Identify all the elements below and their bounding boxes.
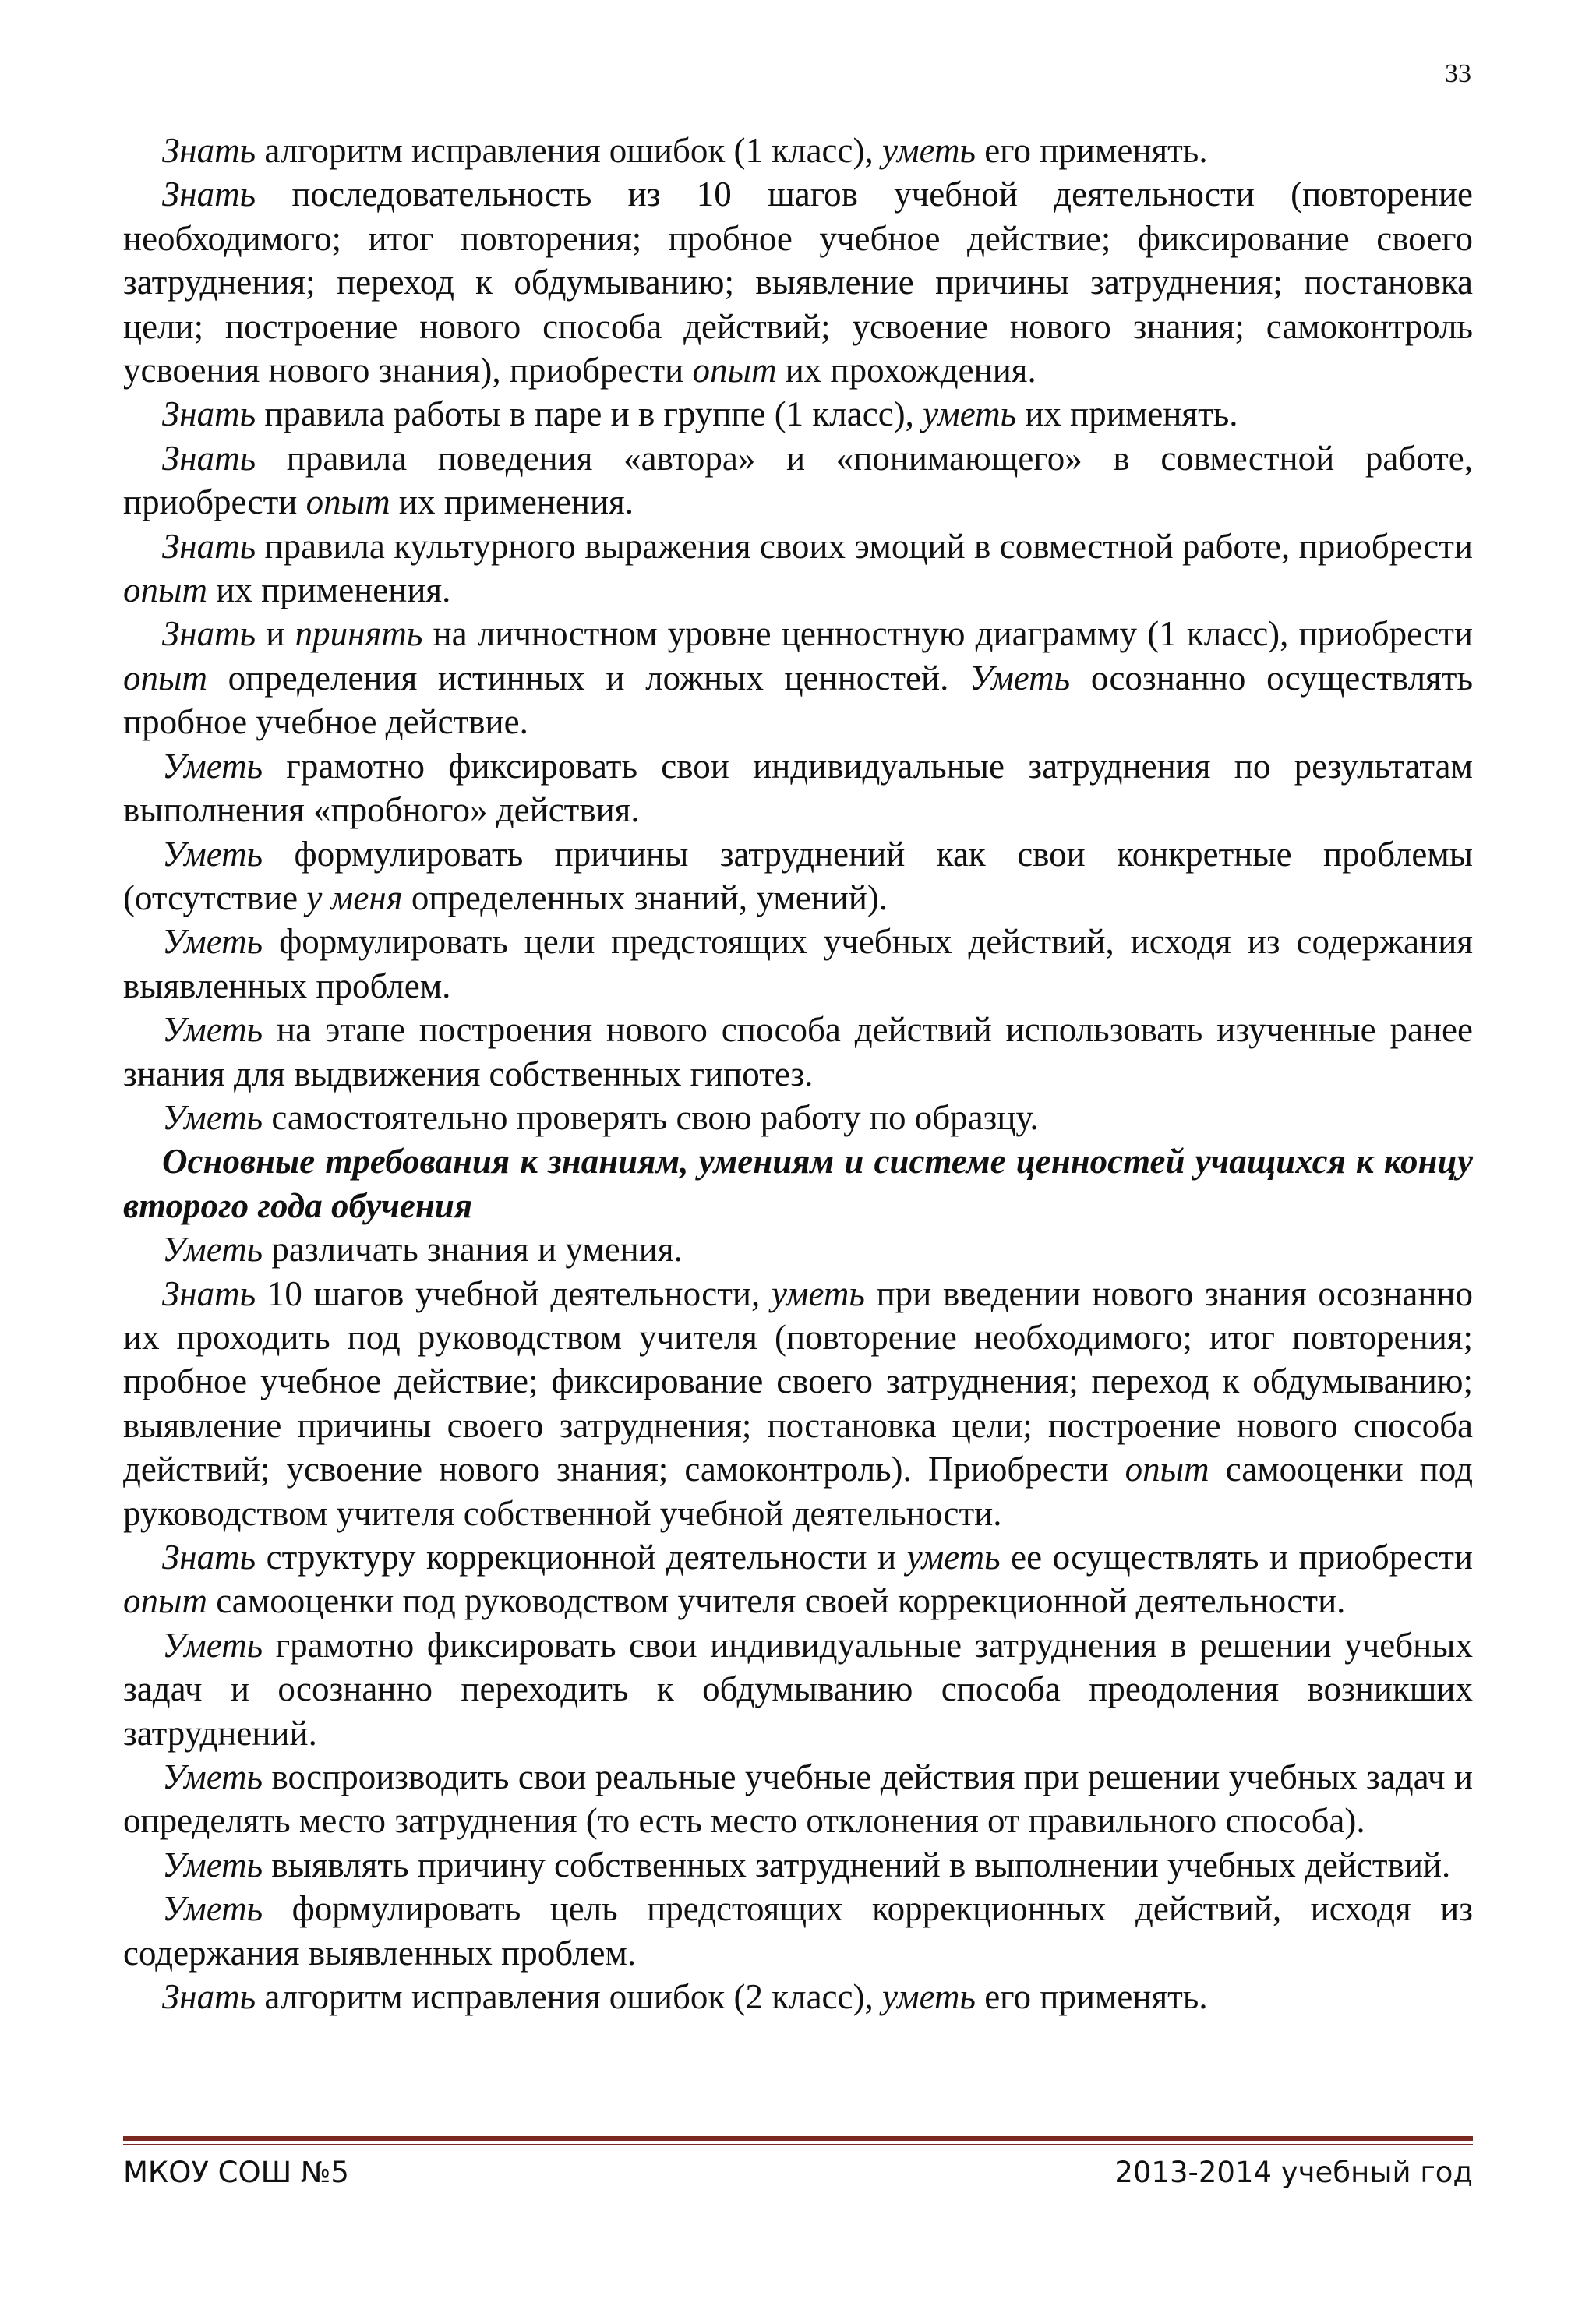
text-run: на этапе построения нового способа действий использовать изученные ранее знания для выдвижения собственных гипотез. [123,1010,1473,1093]
text-run: и [256,614,295,654]
paragraph [123,1755,1473,1843]
paragraph [123,1535,1473,1623]
text-run: правила работы в паре и в группе (1 класс), [256,394,923,434]
text-run: определения истинных и ложных ценностей. [207,658,970,698]
paragraph [123,1227,1473,1271]
italic-term: Знать [162,175,256,214]
italic-term: Уметь [162,1625,263,1665]
text-run: при введении нового знания осознанно их проходить под руководством учителя (повторение необходимого; итог повторения; пробное учебное действие; фиксирование своего затруднения; переход к обдумыванию; выявление причины своего затруднения; постановка цели; построение нового способа действий; усвоение нового знания; самоконтроль). Приобрести [123,1273,1474,1489]
italic-term: Знать [162,1538,256,1577]
italic-term: Уметь [162,1097,263,1137]
text-run: грамотно фиксировать свои индивидуальные затруднения в решении учебных задач и осознанно переходить к обдумыванию способа преодоления возникших затруднений. [123,1625,1473,1753]
italic-term: Уметь [162,1889,263,1929]
page-number: 33 [1445,59,1471,88]
text-run: формулировать цель предстоящих коррекционных действий, исходя из содержания выявленных проблем. [123,1889,1473,1973]
text-run: определенных знаний, умений). [402,878,888,917]
paragraph [123,612,1473,743]
text-run: их применять. [1016,394,1238,434]
text-run: воспроизводить свои реальные учебные действия при решении учебных задач и определять место затруднения (то есть место отклонения от правильного способа). [123,1757,1473,1841]
italic-term: Знать [162,438,256,478]
paragraph [123,129,1473,172]
paragraph [123,1008,1473,1096]
paragraph [123,1272,1473,1535]
text-run: его применять. [975,131,1208,170]
text-run: грамотно фиксировать свои индивидуальные затруднения по результатам выполнения «пробного» действия. [123,746,1473,830]
italic-term: опыт [123,1581,207,1621]
italic-term: опыт [123,570,207,610]
italic-term: Уметь [162,1845,263,1884]
text-run: алгоритм исправления ошибок (1 класс), [256,131,882,170]
italic-term: уметь [771,1273,865,1313]
text-run: формулировать цели предстоящих учебных действий, исходя из содержания выявленных проблем. [123,922,1473,1005]
paragraph [123,1096,1473,1139]
text-run: самостоятельно проверять свою работу по образцу. [263,1097,1039,1137]
text-run: последовательность из 10 шагов учебной деятельности (повторение необходимого; итог повторения; пробное учебное действие; фиксирование своего затруднения; переход к обдумыванию; выявление причины затруднения; постановка цели; построение нового способа действий; усвоение нового знания; самоконтроль усвоения нового знания), приобрести [123,175,1473,390]
italic-term: принять [295,614,423,654]
italic-term: Уметь [162,1230,263,1270]
italic-term: Знать [162,394,256,434]
italic-term: уметь [906,1538,1001,1577]
italic-term: Уметь [162,922,263,962]
paragraph [123,832,1473,920]
text-run: их прохождения. [776,351,1036,390]
paragraph [123,524,1473,613]
text-run: его применять. [975,1977,1208,2017]
footer-school-name: МКОУ СОШ №5 [123,2156,349,2189]
paragraph [123,1975,1473,2018]
text-run: ее осуществлять и приобрести [1000,1538,1473,1577]
italic-term: Знать [162,526,256,566]
italic-term: Уметь [162,1010,263,1050]
text-run: их применения. [390,482,634,522]
italic-term: опыт [305,482,390,522]
document-body [123,129,1473,2018]
section-heading [123,1139,1473,1227]
italic-term: Знать [162,131,256,170]
paragraph [123,172,1473,392]
italic-term: Уметь [162,1757,263,1797]
text-run: правила культурного выражения своих эмоций в совместной работе, приобрести [256,526,1473,566]
paragraph [123,1623,1473,1755]
footer-rule-thin [123,2144,1473,2145]
paragraph [123,1887,1473,1975]
paragraph [123,920,1473,1008]
text-run: формулировать причины затруднений как свои конкретные проблемы (отсутствие [123,834,1473,917]
text-run: правила поведения «автора» и «понимающего» в совместной работе, приобрести [123,438,1473,522]
footer-rule [123,2136,1473,2141]
text-run: самооценки под руководством учителя собственной учебной деятельности. [123,1450,1473,1533]
text-run: самооценки под руководством учителя своей коррекционной деятельности. [207,1581,1346,1621]
italic-term: опыт [692,351,777,390]
italic-term: Уметь [969,658,1071,698]
text-run: 10 шагов учебной деятельности, [256,1273,772,1313]
italic-term: уметь [882,131,976,170]
italic-term: Знать [162,1273,256,1313]
italic-term: Уметь [162,746,263,786]
text-run: осознанно осуществлять пробное учебное действие. [123,658,1473,742]
italic-term: у меня [306,878,403,917]
paragraph [123,392,1473,436]
paragraph [123,744,1473,832]
italic-term: Знать [162,614,256,654]
text-run: различать знания и умения. [263,1230,683,1270]
paragraph [123,436,1473,524]
text-run: алгоритм исправления ошибок (2 класс), [256,1977,882,2017]
text-run: их применения. [207,570,451,610]
text-run: на личностном уровне ценностную диаграмму (1 класс), приобрести [422,614,1473,654]
text-run: структуру коррекционной деятельности и [256,1538,907,1577]
text-run: выявлять причину собственных затруднений в выполнении учебных действий. [263,1845,1451,1884]
italic-term: Уметь [162,834,263,874]
italic-term: уметь [882,1977,976,2017]
text-run: Основные требования к знаниям, умениям и системе ценностей учащихся к концу второго года обучения [123,1142,1473,1225]
paragraph [123,1843,1473,1887]
italic-term: опыт [123,658,207,698]
footer-school-year: 2013-2014 учебный год [1114,2156,1473,2189]
italic-term: Знать [162,1977,256,2017]
italic-term: опыт [1125,1450,1209,1489]
italic-term: уметь [923,394,1017,434]
